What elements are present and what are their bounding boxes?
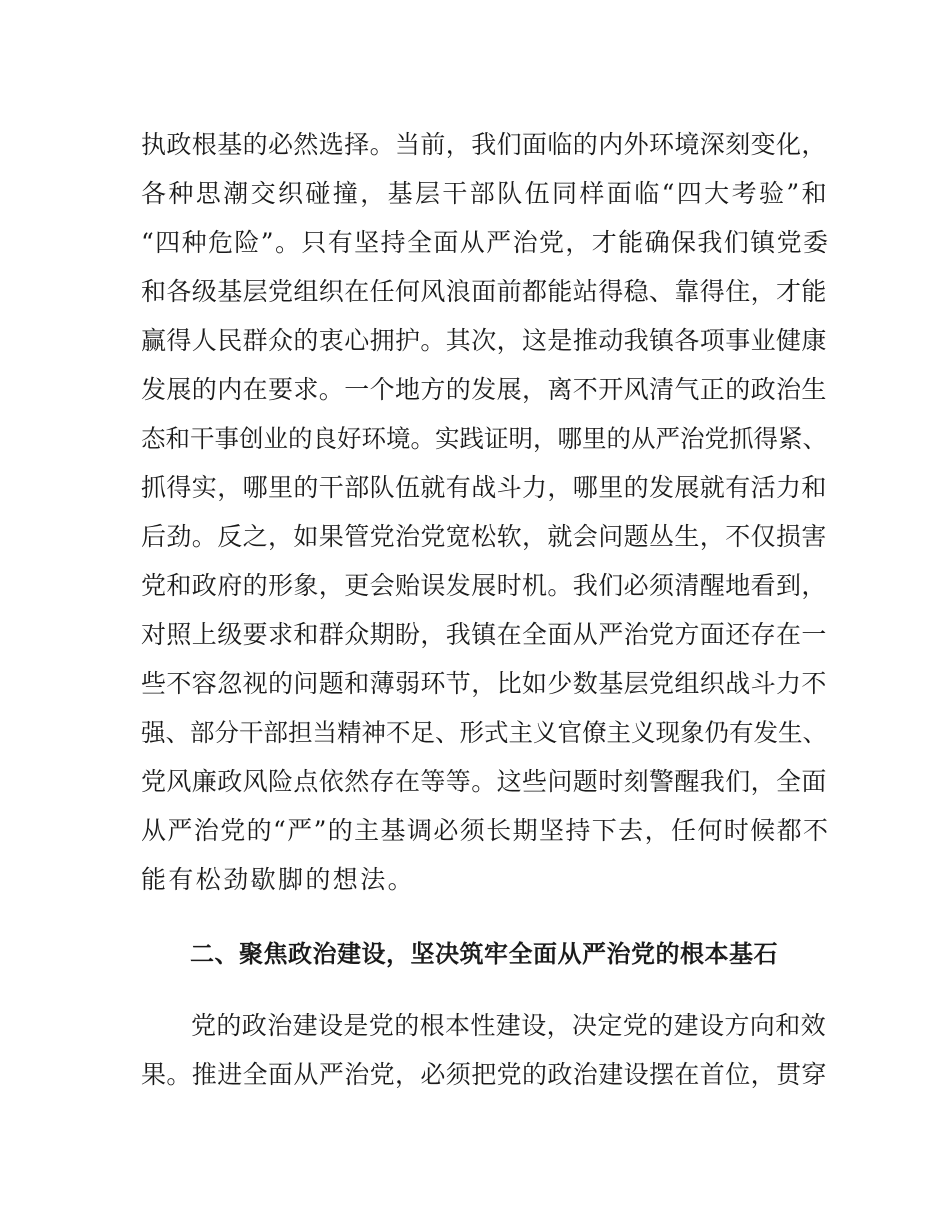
section-heading: 二、聚焦政治建设，坚决筑牢全面从严治党的根本基石 (190, 940, 778, 968)
body-text-line: 党的政治建设是党的根本性建设，决定党的建设方向和效 (191, 1011, 827, 1040)
body-text-line: 党和政府的形象，更会贻误发展时机。我们必须清醒地看到， (141, 571, 827, 600)
body-text-line: 抓得实，哪里的干部队伍就有战斗力，哪里的发展就有活力和 (141, 473, 827, 502)
body-text-line: 强、部分干部担当精神不足、形式主义官僚主义现象仍有发生、 (141, 718, 827, 747)
body-text-line: 各种思潮交织碰撞，基层干部队伍同样面临“四大考验”和 (141, 179, 829, 208)
body-text-line: 赢得人民群众的衷心拥护。其次，这是推动我镇各项事业健康 (141, 326, 827, 355)
body-text-line: 和各级基层党组织在任何风浪面前都能站得稳、靠得住，才能 (141, 277, 827, 306)
body-text-line: “四种危险”。只有坚持全面从严治党，才能确保我们镇党委 (141, 228, 830, 257)
body-text-line: 执政根基的必然选择。当前，我们面临的内外环境深刻变化， (141, 130, 827, 159)
body-text-line: 党风廉政风险点依然存在等等。这些问题时刻警醒我们，全面 (141, 767, 827, 796)
body-text-line: 果。推进全面从严治党，必须把党的政治建设摆在首位，贯穿 (141, 1060, 827, 1089)
body-text-line: 从严治党的“严”的主基调必须长期坚持下去，任何时候都不 (141, 816, 830, 845)
body-text-line: 态和干事创业的良好环境。实践证明，哪里的从严治党抓得紧、 (141, 424, 827, 453)
body-text-line: 些不容忽视的问题和薄弱环节，比如少数基层党组织战斗力不 (141, 669, 827, 698)
body-text-line: 能有松劲歇脚的想法。 (141, 865, 416, 894)
body-text-line: 后劲。反之，如果管党治党宽松软，就会问题丛生，不仅损害 (141, 522, 827, 551)
body-text-line: 发展的内在要求。一个地方的发展，离不开风清气正的政治生 (141, 375, 827, 404)
body-text-line: 对照上级要求和群众期盼，我镇在全面从严治党方面还存在一 (141, 620, 827, 649)
